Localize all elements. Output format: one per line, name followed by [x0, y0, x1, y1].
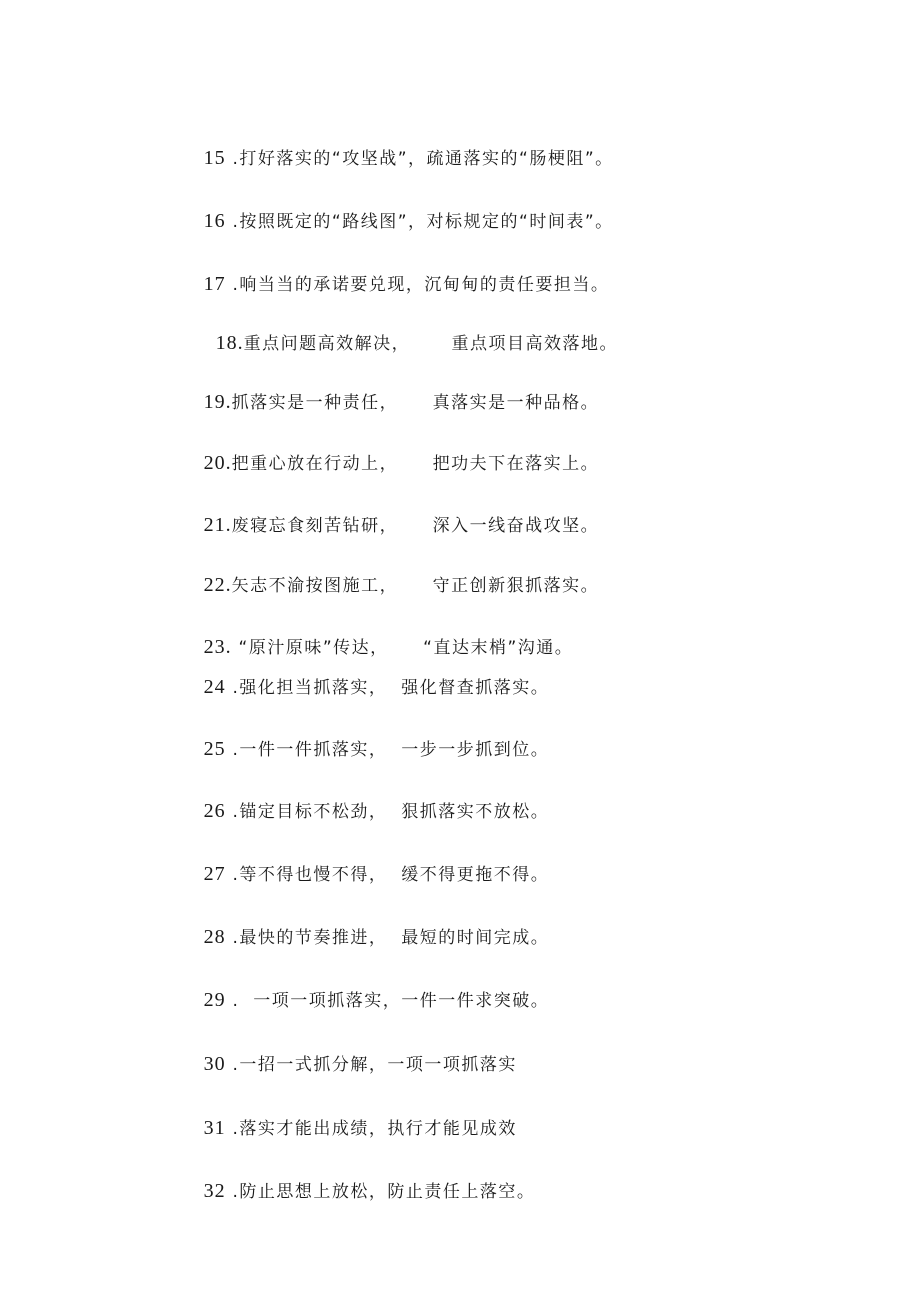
item-text: .一招一式抓分解，一项一项抓落实	[225, 1055, 517, 1075]
list-item	[188, 310, 618, 377]
item-text: .最快的节奏推进， 最短的时间完成。	[225, 928, 550, 948]
list-item	[176, 1031, 517, 1098]
item-number: 27	[203, 863, 226, 885]
item-number: 30	[203, 1053, 226, 1075]
list-item	[176, 967, 549, 1034]
item-number: 20.	[203, 452, 232, 474]
item-number: 16	[203, 210, 226, 232]
item-text: 抓落实是一种责任， 真落实是一种品格。	[231, 393, 600, 413]
item-text: 废寝忘食刻苦钻研， 深入一线奋战攻坚。	[231, 516, 600, 536]
item-text: .锚定目标不松劲， 狠抓落实不放松。	[225, 802, 550, 822]
item-number: 19.	[203, 391, 232, 413]
item-number: 32	[203, 1180, 226, 1202]
list-item	[176, 1158, 535, 1225]
item-text: .响当当的承诺要兑现，沉甸甸的责任要担当。	[225, 275, 610, 295]
list-item	[176, 492, 599, 559]
item-text: .防止思想上放松，防止责任上落空。	[225, 1182, 536, 1202]
item-number: 24	[203, 676, 226, 698]
list-item	[176, 188, 614, 255]
list-item	[176, 841, 549, 908]
item-text: .等不得也慢不得， 缓不得更拖不得。	[225, 865, 550, 885]
item-number: 22.	[203, 574, 232, 596]
list-item	[176, 1095, 517, 1162]
item-number: 23.	[203, 636, 232, 658]
item-number: 26	[203, 800, 226, 822]
item-text: 重点问题高效解决， 重点项目高效落地。	[243, 334, 619, 354]
list-item	[176, 369, 599, 436]
item-text: .按照既定的“路线图”，对标规定的“时间表”。	[225, 212, 614, 232]
item-number: 31	[203, 1117, 226, 1139]
item-number: 21.	[203, 514, 232, 536]
item-number: 18.	[215, 332, 244, 354]
list-item	[176, 904, 549, 971]
list-item	[176, 654, 549, 721]
list-item	[176, 251, 609, 318]
item-number: 25	[203, 738, 226, 760]
item-text: 把重心放在行动上， 把功夫下在落实上。	[231, 454, 600, 474]
item-text: “原汁原味”传达， “直达末梢”沟通。	[231, 638, 574, 658]
item-text: .强化担当抓落实， 强化督查抓落实。	[225, 678, 550, 698]
list-item	[176, 125, 614, 192]
list-item	[176, 716, 549, 783]
item-text: 矢志不渝按图施工， 守正创新狠抓落实。	[231, 576, 600, 596]
item-number: 28	[203, 926, 226, 948]
list-item	[176, 552, 599, 619]
item-number: 17	[203, 273, 226, 295]
item-text: .落实才能出成绩，执行才能见成效	[225, 1119, 517, 1139]
list-item	[176, 778, 549, 845]
item-text: .一件一件抓落实， 一步一步抓到位。	[225, 740, 550, 760]
item-text: . 一项一项抓落实，一件一件求突破。	[225, 991, 550, 1011]
item-text: .打好落实的“攻坚战”，疏通落实的“肠梗阻”。	[225, 149, 614, 169]
list-item	[176, 430, 599, 497]
item-number: 15	[203, 147, 226, 169]
item-number: 29	[203, 989, 226, 1011]
